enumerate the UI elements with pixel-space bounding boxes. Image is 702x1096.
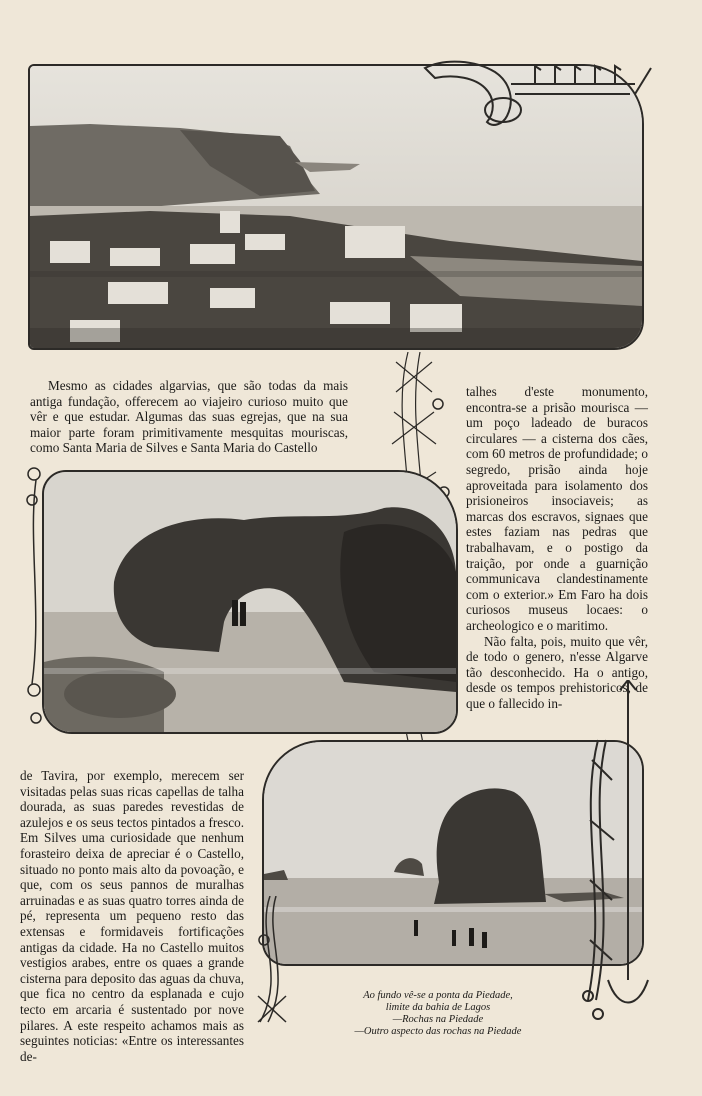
caption-line-4: —Outro aspecto das rochas na Piedade [354,1026,522,1037]
caption-line-3: —Rochas na Piedade [392,1014,484,1025]
dolphin-ornament [415,54,655,144]
right-column-paragraph-1: talhes d'este monumento, encontra-se a prisão mourisca — um poço ladeado de buracos circulares — a cisterna dos cães, com 60 metros de profundidade; o segredo, prisão ainda hoje aproveitada para isolamento dos prisioneiros insociaveis; as marcas dos escravos, signaes que estes faziam nas pedras que trabalhavam, e o postigo da traição, por onde a guarnição communicava clandestinamente com o exterior.» Em Faro ha dois curiosos museus locaes: o archeologico e o maritimo. [466,384,648,633]
photo-caption [318,990,558,1038]
anchor-ornament [568,680,650,1030]
rock-arch-photo [42,470,458,734]
right-column-paragraph-2: Não falta, pois, muito que vêr, de todo o genero, n'esse Algarve tão desconhecido. Ha o antigo, desde os tempos prehistoricos, de que o fallecido in- [466,633,648,711]
paragraph-text: Mesmo as cidades algarvias, que são todas da mais antiga fundação, offerecem ao viajeiro curioso muito que vêr e que estudar. Algumas das suas egrejas, que na sua maior parte foram primitivamente mesquitas mouriscas, como Santa Maria de Silves e Santa Maria do Castello [30,378,348,456]
article-right-column [466,384,648,711]
article-paragraph-1 [30,378,348,456]
article-paragraph-3 [20,768,244,1064]
caption-line-1: Ao fundo vê-se a ponta da Piedade, [363,990,513,1001]
caption-line-2: limite da bahia de Lagos [385,1002,491,1013]
paragraph-3-text: de Tavira, por exemplo, merecem ser visitadas pelas suas ricas capellas de talha dourada, as suas paredes revestidas de azulejos e os seus tectos pintados a fresco. Em Silves uma curiosidade que nenhum forasteiro deixa de apreciar é o Castello, situado no ponto mais alto da povoação, e que, com os seus pannos de muralhas arruinadas e as suas quatro torres ainda de pé, representa um pequeno resto das extensas e formidaveis fortificações antigas da cidade. Ha no Castello muitos vestigios arabes, entre os quaes a grande cisterna para deposito das aguas da chuva, que fica no centro da esplanada e cujo tecto em arcaria é sustentado por nove pilares. A este respeito achamos mais as seguintes noticias: «Entre os interessantes de- [20,768,244,1064]
rope-ornament-left [22,460,52,750]
rope-ornament-bottom [246,896,300,1028]
